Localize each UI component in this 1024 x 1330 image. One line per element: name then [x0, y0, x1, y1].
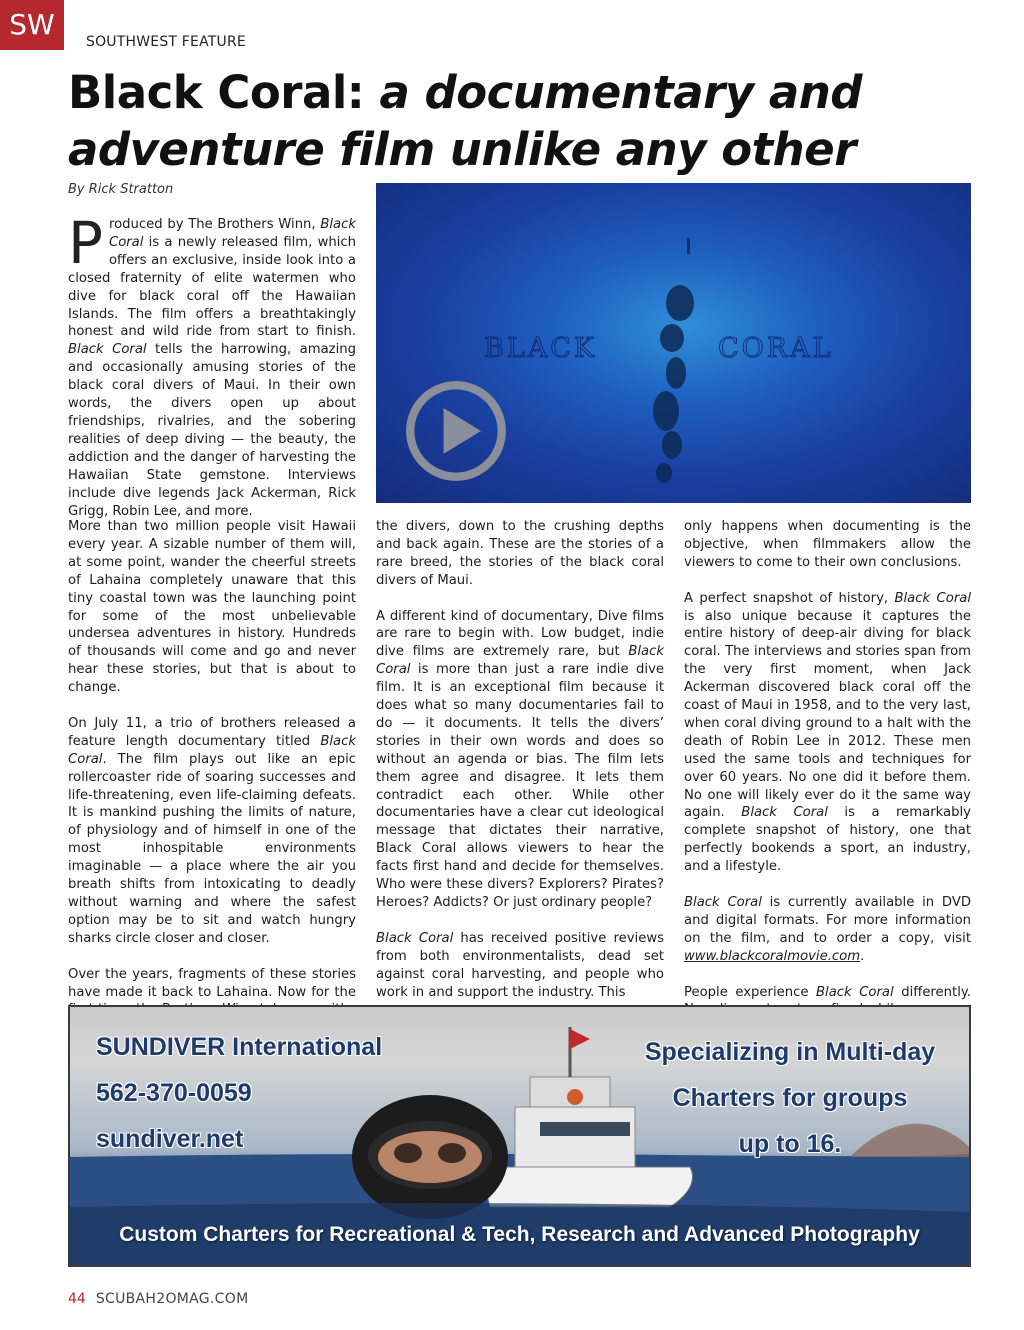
- film-title: Black Coral: [68, 733, 356, 767]
- column-2: [376, 518, 664, 1001]
- ad-phone-number[interactable]: 562-370-0059: [96, 1079, 252, 1107]
- page-footer: [68, 1291, 248, 1307]
- ad-specialty-text: [630, 1029, 950, 1167]
- ad-specialty-line: Specializing in Multi-day: [644, 1038, 936, 1066]
- column-1: [68, 518, 356, 1019]
- text: A perfect snapshot of history,: [684, 590, 895, 606]
- diver-illustration: [352, 1095, 508, 1219]
- paragraph: [684, 894, 971, 966]
- paragraph: [376, 608, 664, 912]
- magazine-url[interactable]: SCUBAH2OMAG.COM: [95, 1291, 249, 1307]
- title-plain: Black Coral:: [68, 66, 380, 119]
- paragraph: Over the years, fragments of these stories have made it back to Lahaina. Now for the: [68, 966, 356, 1000]
- text: differently.: [901, 984, 971, 1000]
- play-icon[interactable]: [404, 379, 508, 483]
- column-3: [684, 518, 971, 1019]
- drop-cap: P: [68, 209, 103, 277]
- paragraph: [376, 930, 664, 1002]
- title-italic-line-2: adventure film unlike any other: [68, 123, 856, 176]
- website-link[interactable]: www.blackcoralmovie.com: [684, 948, 861, 964]
- page-number: 44: [68, 1291, 86, 1307]
- sundiver-advertisement[interactable]: [68, 1005, 971, 1267]
- film-title: Black Coral: [684, 895, 762, 910]
- byline: By Rick Stratton: [68, 182, 174, 197]
- title-italic-line-1: a documentary and: [379, 66, 862, 119]
- ad-company-name: SUNDIVER International: [96, 1033, 383, 1061]
- section-label: SOUTHWEST FEATURE: [86, 34, 246, 50]
- text: is more than just a rare indie dive film. It is an exceptional film because it does what so many documentaries fail to do — it documents. It tells the divers’ stories in their own words and does so without an agenda or bias. The film lets them agree and disagree. It lets them contradict each other. While other documentaries have a clear cut ideological message that dictates their narrative, Black Coral allows viewers to hear the facts first hand and decide for themselves. Who were these divers? Explorers? Pirates? Heroes? Addicts? Or just ordinary people?: [376, 662, 664, 911]
- film-title: Black Coral: [68, 342, 147, 358]
- text: is currently available in DVD and digital formats. For more information on the film, and to order a copy, visit: [684, 895, 971, 946]
- paragraph: More than two million people visit Hawaii every year. A sizable number of them will, at some point, wander the cheerful streets of Lahaina completely unaware that this tiny coastal town was the launching point for some of the most unbelievable undersea adventures in history. Hundreds of thousands will come and go and never hear these stories, but that is about to change.: [68, 519, 356, 696]
- ad-website[interactable]: sundiver.net: [96, 1125, 244, 1153]
- ad-specialty-line: up to 16.: [738, 1130, 842, 1158]
- intro-paragraph: [68, 209, 356, 520]
- text: On July 11, a trio of brothers released a feature length documentary titled: [68, 715, 356, 749]
- video-player[interactable]: [376, 183, 971, 503]
- text: People experience: [684, 984, 816, 1000]
- text: .: [860, 948, 865, 964]
- text: A different kind of documentary, Dive films are rare to begin with. Low budget, indie dive films are extremely rare, but: [376, 608, 664, 660]
- paragraph: only happens when documenting is the objective, when filmmakers allow the viewers to come to their own conclusions.: [684, 519, 971, 570]
- text: is a remarkably complete snapshot of history, one that perfectly bookends a sport, an industry, and a lifestyle.: [684, 805, 971, 875]
- paragraph: the divers, down to the crushing depths and back again. These are the stories of a rare breed, the stories of the black coral divers of Maui.: [376, 519, 664, 588]
- ad-tagline: Custom Charters for Recreational & Tech, Research and Advanced Photography: [119, 1223, 920, 1246]
- section-tag: SW: [0, 0, 64, 50]
- film-title: Black Coral: [894, 590, 971, 606]
- text: has received positive reviews from both environmentalists, dead set against coral harvesting, and people who work in and support the industry. This: [376, 930, 664, 1000]
- video-title-word: CORAL: [718, 333, 834, 364]
- text: is also unique because it captures the entire history of deep-air diving for black coral. The interviews and stories span from the very first moment, when Jack Ackerman discovered black coral off the coast of Maui in 1958, and to the very last, when coral diving ground to a halt with the death of Robin Lee in 2012. These men used the same tools and techniques for over 60 years. No one did it before them. No one will likely ever do it the same way again.: [684, 608, 971, 821]
- video-title-word: BLACK: [484, 333, 598, 364]
- film-title: Black Coral: [741, 805, 828, 821]
- article-title: [68, 64, 968, 178]
- intro-text: roduced by The Brothers Winn,: [108, 217, 321, 232]
- paragraph: [68, 715, 356, 948]
- text: . The film plays out like an epic rollercoaster ride of soaring successes and life-threatening, even life-claiming defeats. It is mankind pushing the limits of nature, of physiology and of himself in one of the most inhospitable environments imaginable — a place where the air you breath shifts from intoxicating to deadly without warning and where the safest option may be to sit and watch hungry sharks circle closer and closer.: [68, 751, 356, 946]
- intro-text: tells the harrowing, amazing and occasionally amusing stories of the black coral divers of Maui. In their own words, the divers open up about friendships, rivalries, and the sobering realities of deep diving — the beauty, the addiction and the danger of harvesting the Hawaiian State gemstone. Interviews include dive legends Jack Ackerman, Rick Grigg, Robin Lee, and more.: [68, 342, 356, 519]
- film-title: Black Coral: [815, 984, 894, 1000]
- film-title: Black Coral: [108, 217, 356, 250]
- intro-text: is a newly released film, which offers an exclusive, inside look into a closed fraternity of elite watermen who dive for black coral off the Hawaiian Islands. The film offers a breathtakingly honest and wild ride from start to finish.: [68, 234, 356, 340]
- film-title: Black Coral: [376, 930, 454, 946]
- film-title: Black Coral: [376, 644, 664, 678]
- ad-specialty-line: Charters for groups: [672, 1084, 908, 1112]
- paragraph: [684, 590, 971, 877]
